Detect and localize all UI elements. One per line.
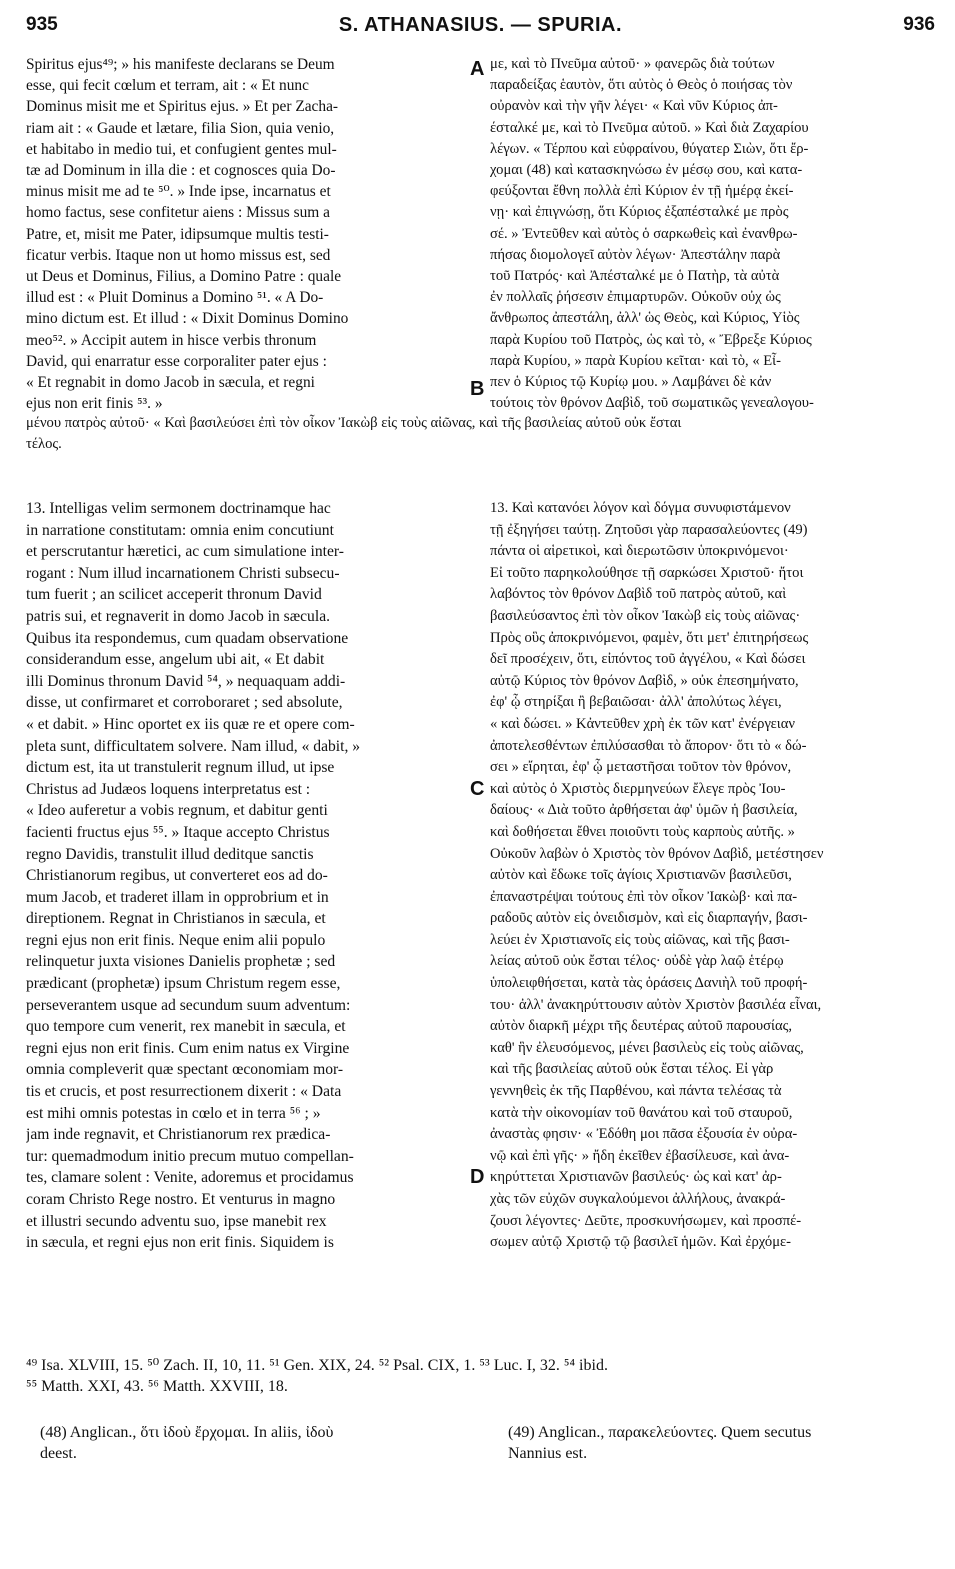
greek-text-line: με, καὶ τὸ Πνεῦμα αὐτοῦ· » φανερῶς διὰ τούτων: [490, 56, 775, 72]
latin-text-line: mino dictum est. Et illud : « Dixit Dominus Domino: [26, 310, 349, 328]
greek-text-line: παρὰ Κυρίου τοῦ Πατρὸς, ὡς καὶ τὸ, « Ἔβρεξε Κύριος: [490, 331, 812, 348]
margin-marker-d: D: [470, 1166, 485, 1188]
greek-text-line: φεύξονται ἔθνη πολλὰ ἐπὶ Κύριον ἐν τῇ ἡμέρᾳ ἐκεί-: [490, 183, 794, 200]
latin-text-line: « Et regnabit in domo Jacob in sæcula, et regni: [26, 374, 315, 392]
latin-text-line: dictum est, ita ut transtulerit regnum illud, ut ipse: [26, 759, 335, 777]
greek-column-top: [490, 54, 936, 414]
latin-text-line: regno Davidis, transtulit illud deditque sanctis: [26, 845, 314, 863]
variant-note-line: (49) Anglican., παρακελεύοντες. Quem secutus: [508, 1424, 812, 1441]
margin-marker-a: A: [470, 58, 485, 80]
greek-text-line: παραδείξας ἑαυτὸν, ὅτι αὐτὸς ὁ Θεὸς ὁ ποιήσας τὸν: [490, 77, 793, 94]
greek-text-line: αὐτῷ Κύριος τὸν θρόνον Δαβὶδ, » οὐκ ἐπεσημήνατο,: [490, 672, 799, 689]
greek-text-line: σωμεν αὐτῷ Χριστῷ τῷ βασιλεῖ ἡμῶν. Καὶ ἐρχόμε-: [490, 1234, 792, 1251]
latin-text-line: « et dabit. » Hinc oportet ex iis quæ re et opere com-: [26, 715, 355, 733]
variant-note-line: deest.: [40, 1445, 77, 1462]
latin-text-line: ficatur verbis. Itaque non ut homo missus est, sed: [26, 246, 331, 264]
latin-text-line: facienti fructus ejus ⁵⁵. » Itaque accepto Christus: [26, 823, 330, 841]
greek-text-line: λεύει ἐν Χριστιανοῖς εἰς τοὺς αἰῶνας, καὶ τῆς βασι-: [490, 931, 790, 948]
latin-text-line: coram Christo Rege nostro. Et venturus in magno: [26, 1191, 336, 1208]
variant-note-line: Nannius est.: [508, 1445, 588, 1462]
latin-text-line: esse, qui fecit cœlum et terram, ait : « Et nunc: [26, 77, 309, 95]
greek-text-line: ἀναστὰς φησιν· « Ἐδόθη μοι πᾶσα ἐξουσία ἐν οὐρα-: [490, 1126, 798, 1143]
greek-text-line: του· ἀλλ' ἀνακηρύττουσιν αὐτὸν Χριστὸν βασιλέα εἶναι,: [490, 996, 822, 1013]
greek-text-line: καθ' ἣν ἐλευσόμενος, μένει βασιλεὺς εἰς τοὺς αἰῶνας,: [490, 1039, 804, 1056]
greek-text-line: χὰς τῶν εὐχῶν συγκαλούμενοι ἀλλήλους, ἀνακρά-: [490, 1191, 786, 1207]
greek-text-line: οὐρανὸν καὶ τὴν γῆν λέγει· « Καὶ νῦν Κύριος ἀπ-: [490, 98, 778, 115]
latin-text-line: « Ideo auferetur a vobis regnum, et dabitur genti: [26, 802, 328, 820]
latin-text-line: in narratione constitutam: omnia enim concutiunt: [26, 521, 334, 539]
latin-text-line: prædicant (prophetæ) ipsum Christum regem esse,: [26, 975, 341, 993]
greek-text-line: πήσας διομολογεῖ αὐτὸν λέγων· Ἀπεστάλην παρὰ: [490, 246, 781, 263]
greek-text-line: ὑπολειφθήσεται, κατὰ τὰς ὁράσεις Δανιὴλ τοῦ προφή-: [490, 975, 808, 992]
latin-text-line: est mihi omnis potestas in cœlo et in terra ⁵⁶ ; »: [26, 1104, 321, 1122]
latin-text-line: Christus ad Judæos loquens interpretatus est :: [26, 780, 311, 798]
greek-text-line: τῇ ἐξηγήσει ταύτῃ. Ζητοῦσι γὰρ παρασαλεύοντες (49): [490, 521, 808, 538]
latin-text-line: meo⁵². » Accipit autem in hisce verbis thronum: [26, 331, 317, 349]
greek-text-line: καὶ αὐτὸς ὁ Χριστὸς διερμηνεύων ἔλεγε πρὸς Ἰου-: [490, 780, 786, 797]
latin-text-line: et perscrutantur hæretici, ac cum simulatione inter-: [26, 543, 344, 561]
running-title: S. ATHANASIUS. — SPURIA.: [338, 14, 623, 36]
greek-text-line: ἐπαναστρέψαι τούτους ἐπὶ τὸν οἶκον Ἰακὼβ· καὶ πα-: [490, 888, 798, 905]
greek-text-line: νῃ· καὶ ἐπιγνώσῃ, ὅτι Κύριος ἐξαπέσταλκέ με πρὸς: [490, 204, 789, 221]
greek-text-line: τοῦ Πατρός· καὶ Ἀπέσταλκέ με ὁ Πατὴρ, τὰ αὐτὰ: [490, 268, 780, 285]
page-header: [26, 14, 935, 42]
greek-text-line: λείας αὐτοῦ οὐκ ἔσται τέλος· οὐδὲ γὰρ λαῷ ἑτέρῳ: [490, 953, 784, 970]
latin-text-line: tæ ad Dominum in illa die : et cognosces quia Do-: [26, 162, 336, 180]
latin-column-main: [26, 498, 468, 1254]
greek-text-line: κατὰ τὴν οἰκονομίαν τοῦ θανάτου καὶ τοῦ σταυροῦ,: [490, 1104, 793, 1121]
latin-text-line: ut Deus et Dominus, Filius, a Domino Patre : quale: [26, 268, 342, 286]
latin-text-line: illi Dominus thronum David ⁵⁴, » nequaquam addi-: [26, 672, 346, 690]
greek-text-line: πάντα οἱ αἱρετικοὶ, καὶ διερωτῶσιν ὑποκρινόμενοι·: [490, 543, 789, 560]
latin-text-line: tes, clamare solent : Venite, adoremus et procidamus: [26, 1169, 354, 1187]
greek-text-line: δεῖ προσέχειν, ὅτι, εἰπόντος τοῦ ἀγγέλου, « Καὶ δώσει: [490, 651, 806, 668]
page-number-right: 936: [903, 14, 935, 35]
latin-text-line: patris sui, et regnaverit in domo Jacob in sæcula.: [26, 607, 331, 625]
greek-text-line: πεν ὁ Κύριος τῷ Κυρίῳ μου. » Λαμβάνει δὲ κἀν: [490, 374, 772, 391]
latin-text-line: Christianorum regibus, ut converteret eos ad do-: [26, 867, 328, 885]
greek-text-line: παρὰ Κυρίου, » παρὰ Κυρίου κεῖται· καὶ τὸ, « Εἶ-: [490, 352, 781, 369]
latin-text-line: pleta sunt, difficultatem solvere. Nam illud, « dabit, »: [26, 737, 361, 755]
latin-text-line: ejus non erit finis ⁵³. »: [26, 395, 163, 413]
latin-text-line: illud est : « Pluit Dominus a Domino ⁵¹. « A Do-: [26, 289, 324, 307]
greek-text-line: καὶ τῆς βασιλείας αὐτοῦ οὐκ ἔσται τέλος. Εἰ γὰρ: [490, 1061, 774, 1078]
latin-text-line: et habitabo in medio tui, et confugient gentes mul-: [26, 140, 337, 158]
greek-text-line: λαβόντος τὸν θρόνον Δαβὶδ τοῦ πατρὸς αὐτοῦ, καὶ: [490, 586, 787, 603]
latin-text-line: omnia compleverit quæ spectant œconomiam mor-: [26, 1061, 344, 1079]
latin-text-line: tis et crucis, et post resurrectionem dixerit : « Data: [26, 1083, 342, 1101]
latin-text-line: David, qui enarratur esse corporaliter pater ejus :: [26, 352, 327, 370]
latin-text-line: regni ejus non erit finis. Neque enim alii populo: [26, 931, 326, 949]
greek-text-line: γεννηθεὶς ἐκ τῆς Παρθένου, καὶ πάντα τελέσας τὰ: [490, 1083, 782, 1100]
variant-note-48: [40, 1422, 460, 1464]
latin-text-line: minus misit me ad te ⁵⁰. » Inde ipse, incarnatus et: [26, 183, 331, 201]
greek-text-line: αὐτὸν διαρκῆ μέχρι τῆς δευτέρας αὐτοῦ παρουσίας,: [490, 1018, 793, 1035]
latin-text-line: disse, ut confirmaret et corroboraret ; sed absolute,: [26, 694, 343, 712]
greek-text-line: σει » εἴρηται, ἐφ' ᾧ μεταστῆσαι τοῦτον τὸν θρόνον,: [490, 759, 792, 776]
greek-text-line: κηρύττεται Χριστιανῶν βασιλεύς· ὡς καὶ κατ' ἀρ-: [490, 1169, 782, 1186]
latin-text-line: in sæcula, et regni ejus non erit finis. Siquidem is: [26, 1234, 334, 1252]
margin-marker-c: C: [470, 778, 485, 800]
latin-text-line: perseverantem usque ad secundum suum adventum:: [26, 996, 351, 1014]
latin-text-line: homo factus, sese confitetur aiens : Missus sum a: [26, 204, 330, 222]
greek-text-line: ἄνθρωπος ἀπεστάλη, ἀλλ' ὡς Θεὸς, καὶ Κύριος, Υἱὸς: [490, 310, 800, 327]
greek-text-line: ζουσι λέγοντες· Δεῦτε, προσκυνήσωμεν, καὶ προσπέ-: [490, 1212, 802, 1229]
greek-text-line: ἐφ' ᾧ στηρίξαι ἢ βεβαιῶσαι· ἀλλ' ἀπολύτως λέγει,: [490, 694, 782, 711]
greek-text-line: Οὐκοῦν λαβὼν ὁ Χριστὸς τὸν θρόνον Δαβὶδ, μετέστησεν: [490, 845, 824, 862]
greek-text-line: χομαι (48) καὶ κατασκηνώσω ἐν μέσῳ σου, καὶ κατα-: [490, 162, 803, 179]
margin-marker-b: B: [470, 378, 485, 400]
footnote-line: ⁴⁹ Isa. XLVIII, 15. ⁵⁰ Zach. II, 10, 11. ⁵¹ Gen. XIX, 24. ⁵² Psal. CIX, 1. ⁵³ Luc. I, 32. ⁵⁴ ibid.: [26, 1357, 608, 1374]
latin-text-line: regni ejus non erit finis. Cum enim natus ex Virgine: [26, 1039, 350, 1057]
latin-text-line: mum Jacob, et traderet illam in opprobrium et in: [26, 888, 329, 906]
greek-text-line: Εἰ τοῦτο παρηκολούθησε τῇ σαρκώσει Χριστοῦ· ἤτοι: [490, 564, 804, 581]
variant-note-49: [508, 1422, 938, 1464]
greek-text-line: σέ. » Ἐντεῦθεν καὶ αὐτὸς ὁ σαρκωθεὶς καὶ ἐνανθρω-: [490, 225, 798, 242]
greek-full-width-lines: [26, 413, 936, 455]
latin-text-line: Dominus misit me et Spiritus ejus. » Et per Zacha-: [26, 98, 339, 116]
footnotes: [26, 1355, 936, 1397]
latin-text-line: tum fuerit ; an scilicet acceperit thronum David: [26, 586, 322, 604]
greek-text-line: ἀποτελεσθέντων ἐπιλύσασθαι τὸ ἄπορον· ὅτι τὸ « δώ-: [490, 737, 807, 754]
greek-text-line: καὶ δοθήσεται ἔθνει ποιοῦντι τοὺς καρποὺς αὐτῆς. »: [490, 823, 795, 840]
greek-text-line: αὐτὸν καὶ ἔδωκε τοῖς ἁγίοις Χριστιανῶν βασιλεῦσι,: [490, 867, 792, 884]
page-number-left: 935: [26, 14, 58, 35]
greek-text-line: Πρὸς οὓς ἀποκρινόμενοι, φαμὲν, ὅτι μετ' ἐπιτηρήσεως: [490, 629, 809, 646]
footnote-line: ⁵⁵ Matth. XXI, 43. ⁵⁶ Matth. XXVIII, 18.: [26, 1378, 288, 1395]
greek-text-line: λέγων. « Τέρπου καὶ εὐφραίνου, θύγατερ Σιὼν, ὅτι ἔρ-: [490, 140, 809, 157]
greek-text-line: μένου πατρὸς αὐτοῦ· « Καὶ βασιλεύσει ἐπὶ τὸν οἶκον Ἰακὼβ εἰς τοὺς αἰῶνας, καὶ τῆς βασιλείας αὐτοῦ οὐκ ἔσται: [26, 415, 682, 431]
greek-text-line: δαίους· « Διὰ τοῦτο ἀρθήσεται ἀφ' ὑμῶν ἡ βασιλεία,: [490, 802, 798, 819]
latin-text-line: 13. Intelligas velim sermonem doctrinamque hac: [26, 500, 331, 517]
latin-column-top: [26, 54, 468, 414]
greek-text-line: ἐν πολλαῖς ῥήσεσιν ἐπιμαρτυρῶν. Οὐκοῦν οὐχ ὡς: [490, 289, 781, 306]
latin-text-line: rogant : Num illud incarnationem Christi subsecu-: [26, 564, 340, 582]
greek-text-line: τέλος.: [26, 436, 62, 453]
greek-text-line: βασιλεύσαντος ἐπὶ τὸν οἶκον Ἰακὼβ εἰς τοὺς αἰῶνας·: [490, 607, 801, 624]
latin-text-line: Spiritus ejus⁴⁹; » his manifeste declarans se Deum: [26, 56, 335, 73]
greek-text-line: νῷ καὶ ἐπὶ γῆς· » ἤδη ἐκεῖθεν ἐβασίλευσε, καὶ ἀνα-: [490, 1147, 790, 1164]
latin-text-line: Patre, et, misit me Pater, idipsumque multis testi-: [26, 225, 329, 243]
latin-text-line: quo tempore cum venerit, rex manebit in sæcula, et: [26, 1018, 346, 1036]
variant-note-line: (48) Anglican., ὅτι ἰδοὺ ἔρχομαι. In aliis, ἰδοὺ: [40, 1424, 334, 1441]
latin-text-line: Quibus ita respondemus, cum quadam observatione: [26, 629, 349, 647]
greek-column-main: [490, 498, 936, 1254]
greek-text-line: ραδοῦς αὐτὸν εἰς ὀνειδισμὸν, καὶ εἰς διαρπαγήν, βασι-: [490, 910, 808, 927]
latin-text-line: jam inde regnavit, et Christianorum rex prædica-: [26, 1126, 331, 1144]
latin-text-line: riam ait : « Gaude et lætare, filia Sion, quia venio,: [26, 119, 335, 137]
latin-text-line: relinquetur juxta visiones Danielis prophetæ ; sed: [26, 953, 336, 971]
greek-text-line: έσταλκέ με, καὶ τὸ Πνεῦμα αὐτοῦ. » Καὶ διὰ Ζαχαρίου: [490, 119, 809, 136]
latin-text-line: tur: quemadmodum initio precum mutuo compellan-: [26, 1147, 354, 1165]
latin-text-line: et illustri secundo adventu suo, ipse manebit rex: [26, 1212, 327, 1230]
greek-text-line: 13. Καὶ κατανόει λόγον καὶ δόγμα συνυφιστάμενον: [490, 500, 791, 516]
latin-text-line: considerandum esse, angelum ubi ait, « Et dabit: [26, 651, 325, 669]
greek-text-line: « καὶ δώσει. » Κἀντεῦθεν χρὴ ἐκ τῶν κατ' ἐνέργειαν: [490, 715, 795, 732]
latin-text-line: direptionem. Regnat in Christianos in sæcula, et: [26, 910, 326, 928]
greek-text-line: τούτοις τὸν θρόνον Δαβὶδ, τοῦ σωματικῶς γενεαλογου-: [490, 395, 814, 412]
